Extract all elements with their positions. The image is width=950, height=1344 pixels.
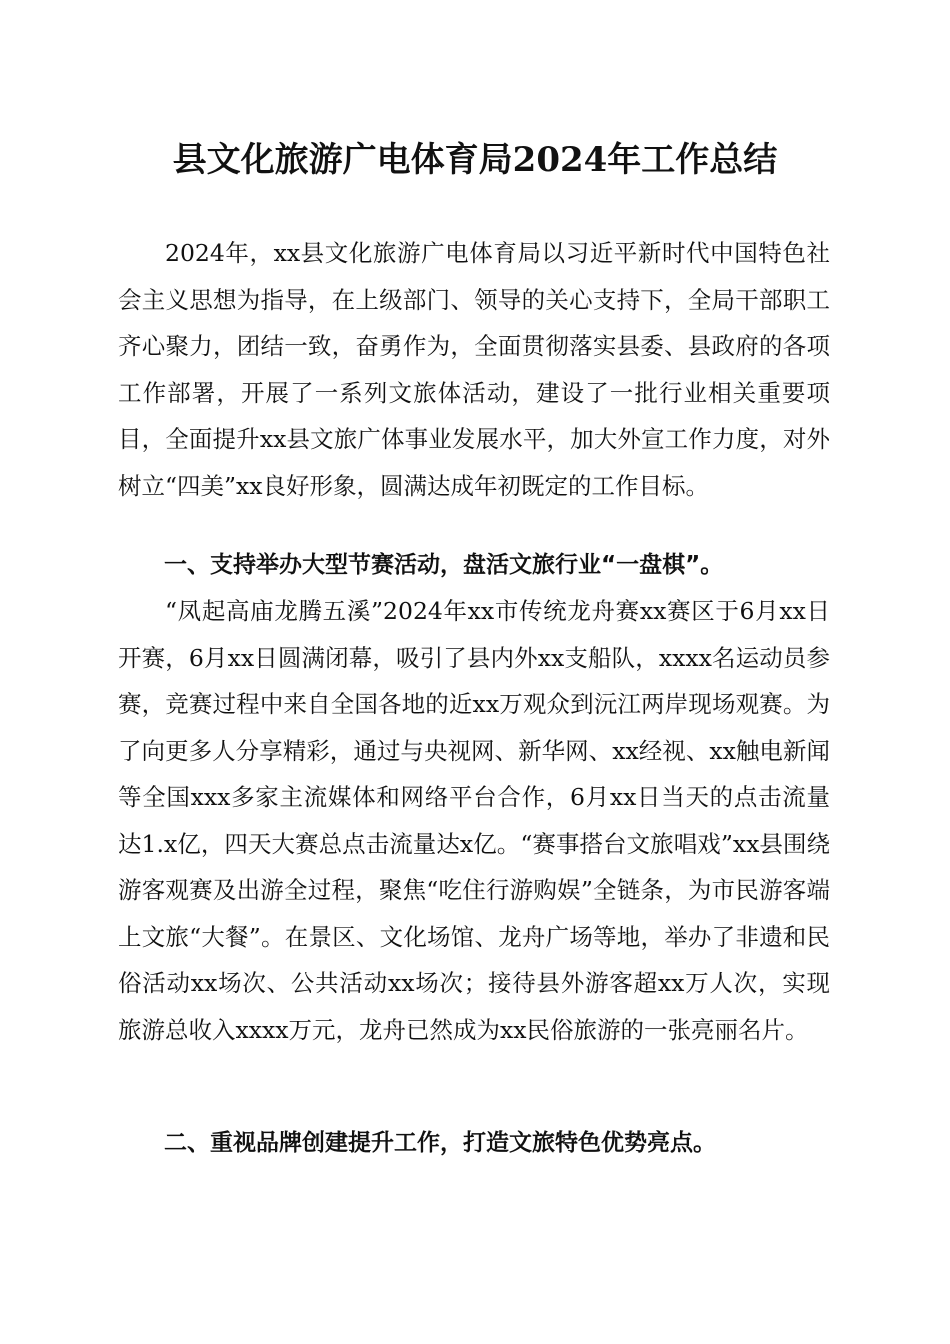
document-title: 县文化旅游广电体育局2024年工作总结 xyxy=(172,140,778,180)
section-1-paragraph: “凤起高庙龙腾五溪”2024年xx市传统龙舟赛xx赛区于6月xx日开赛，6月xx日圆满闭幕，吸引了县内外xx支船队，xxxx名运动员参赛，竞赛过程中来自全国各地的近xx万观众到沅江两岸现场观赛。为了向更多人分享精彩，通过与央视网、新华网、xx经视、xx触电新闻等全国xxx多家主流媒体和网络平台合作，6月xx日当天的点击流量达1.x亿，四天大赛总点击流量达x亿。“赛事搭台文旅唱戏”xx县围绕游客观赛及出游全过程，聚焦“吃住行游购娱”全链条，为市民游客端上文旅“大餐”。在景区、文化场馆、龙舟广场等地，举办了非遗和民俗活动xx场次、公共活动xx场次；接待县外游客超xx万人次，实现旅游总收入xxxx万元，龙舟已然成为xx民俗旅游的一张亮丽名片。 xyxy=(118,597,830,1044)
section-heading-2: 二、重视品牌创建提升工作，打造文旅特色优势亮点。 xyxy=(164,1130,716,1156)
section-heading-1: 一、支持举办大型节赛活动，盘活文旅行业“一盘棋”。 xyxy=(164,552,724,578)
intro-paragraph: 2024年，xx县文化旅游广电体育局以习近平新时代中国特色社会主义思想为指导，在上级部门、领导的关心支持下，全局干部职工齐心聚力，团结一致，奋勇作为，全面贯彻落实县委、县政府的各项工作部署，开展了一系列文旅体活动，建设了一批行业相关重要项目，全面提升xx县文旅广体事业发展水平，加大外宣工作力度，对外树立“四美”xx良好形象，圆满达成年初既定的工作目标。 xyxy=(118,239,830,500)
